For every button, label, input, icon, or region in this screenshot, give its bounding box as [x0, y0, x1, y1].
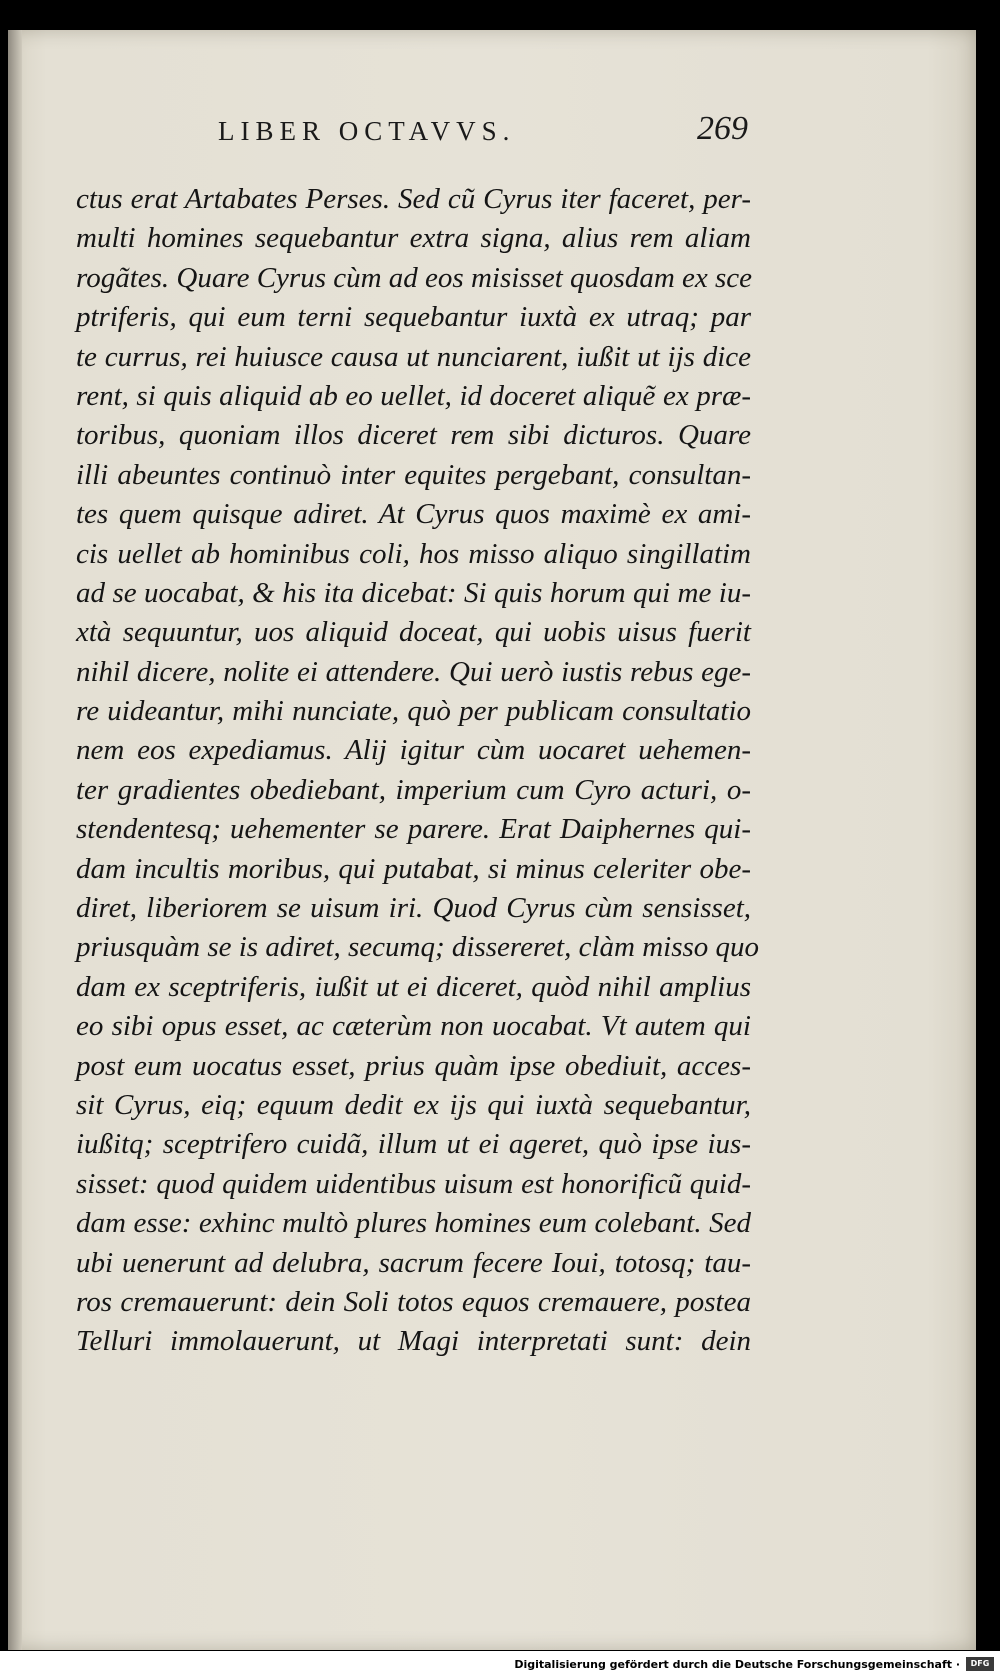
- dfg-logo: DFG: [966, 1657, 994, 1671]
- text-line: dam ex sceptriferis, iußit ut ei diceret, quòd nihil amplius: [76, 970, 751, 1003]
- page-gutter: [8, 30, 22, 1650]
- digitization-footer: [0, 1651, 1000, 1677]
- text-line: rogãtes. Quare Cyrus cùm ad eos misisset quosdam ex sce: [76, 261, 753, 294]
- text-line: stendentesq; uehementer se parere. Erat Daiphernes qui-: [76, 813, 751, 846]
- book-page: [8, 30, 976, 1650]
- text-line: xtà sequuntur, uos aliquid doceat, qui uobis uisus fuerit: [76, 616, 751, 649]
- text-line: priusquàm se is adiret, secumq; dissereret, clàm misso quo: [76, 931, 760, 964]
- page-number: 269: [697, 110, 748, 147]
- text-line: ubi uenerunt ad delubra, sacrum fecere Ioui, totosq; tau-: [76, 1246, 751, 1279]
- text-line: post eum uocatus esset, prius quàm ipse obediuit, acces-: [76, 1049, 751, 1082]
- text-line: nihil dicere, nolite ei attendere. Qui uerò iustis rebus ege-: [76, 655, 751, 688]
- text-line: sit Cyrus, eiq; equum dedit ex ijs qui iuxtà sequebantur,: [76, 1088, 751, 1121]
- text-line: rent, si quis aliquid ab eo uellet, id doceret aliquẽ ex præ-: [76, 379, 751, 412]
- text-line: tes quem quisque adiret. At Cyrus quos maximè ex ami-: [76, 498, 751, 531]
- text-line: te currus, rei huiusce causa ut nunciarent, iußit ut ijs dice: [76, 340, 751, 373]
- text-line: ctus erat Artabates Perses. Sed cũ Cyrus iter faceret, per-: [76, 183, 751, 215]
- text-line: ros cremauerunt: dein Soli totos equos cremauere, postea: [76, 1285, 751, 1318]
- text-line: eo sibi opus esset, ac cæterùm non uocabat. Vt autem qui: [76, 1010, 751, 1043]
- text-line: sisset: quod quidem uidentibus uisum est honorificũ quid-: [76, 1167, 751, 1200]
- text-line: illi abeuntes continuò inter equites pergebant, consultan-: [76, 458, 751, 491]
- page-header: [218, 106, 748, 156]
- body-text: [76, 180, 760, 1400]
- text-line: ptriferis, qui eum terni sequebantur iuxtà ex utraq; par: [76, 301, 751, 334]
- text-line: Telluri immolauerunt, ut Magi interpretati sunt: dein: [76, 1325, 751, 1358]
- running-title: LIBER OCTAVVS.: [218, 116, 516, 146]
- text-line: re uideantur, mihi nunciate, quò per publicam consultatio: [76, 695, 751, 728]
- text-line: toribus, quoniam illos diceret rem sibi dicturos. Quare: [76, 419, 751, 452]
- text-line: nem eos expediamus. Alij igitur cùm uocaret uehemen-: [76, 734, 751, 767]
- text-line: dam incultis moribus, qui putabat, si minus celeriter obe-: [76, 852, 751, 885]
- funding-credit: Digitalisierung gefördert durch die Deutsche Forschungsgemeinschaft ·: [514, 1658, 960, 1671]
- text-line: iußitq; sceptrifero cuidã, illum ut ei ageret, quò ipse ius-: [76, 1128, 751, 1161]
- text-line: diret, liberiorem se uisum iri. Quod Cyrus cùm sensisset,: [76, 892, 751, 925]
- text-line: ad se uocabat, & his ita dicebat: Si quis horum qui me iu-: [76, 576, 751, 609]
- text-line: cis uellet ab hominibus coli, hos misso aliquo singillatim: [76, 537, 751, 570]
- text-line: dam esse: exhinc multò plures homines eum colebant. Sed: [76, 1207, 751, 1240]
- text-line: ter gradientes obediebant, imperium cum Cyro acturi, o-: [76, 773, 751, 806]
- text-line: multi homines sequebantur extra signa, alius rem aliam: [76, 222, 751, 255]
